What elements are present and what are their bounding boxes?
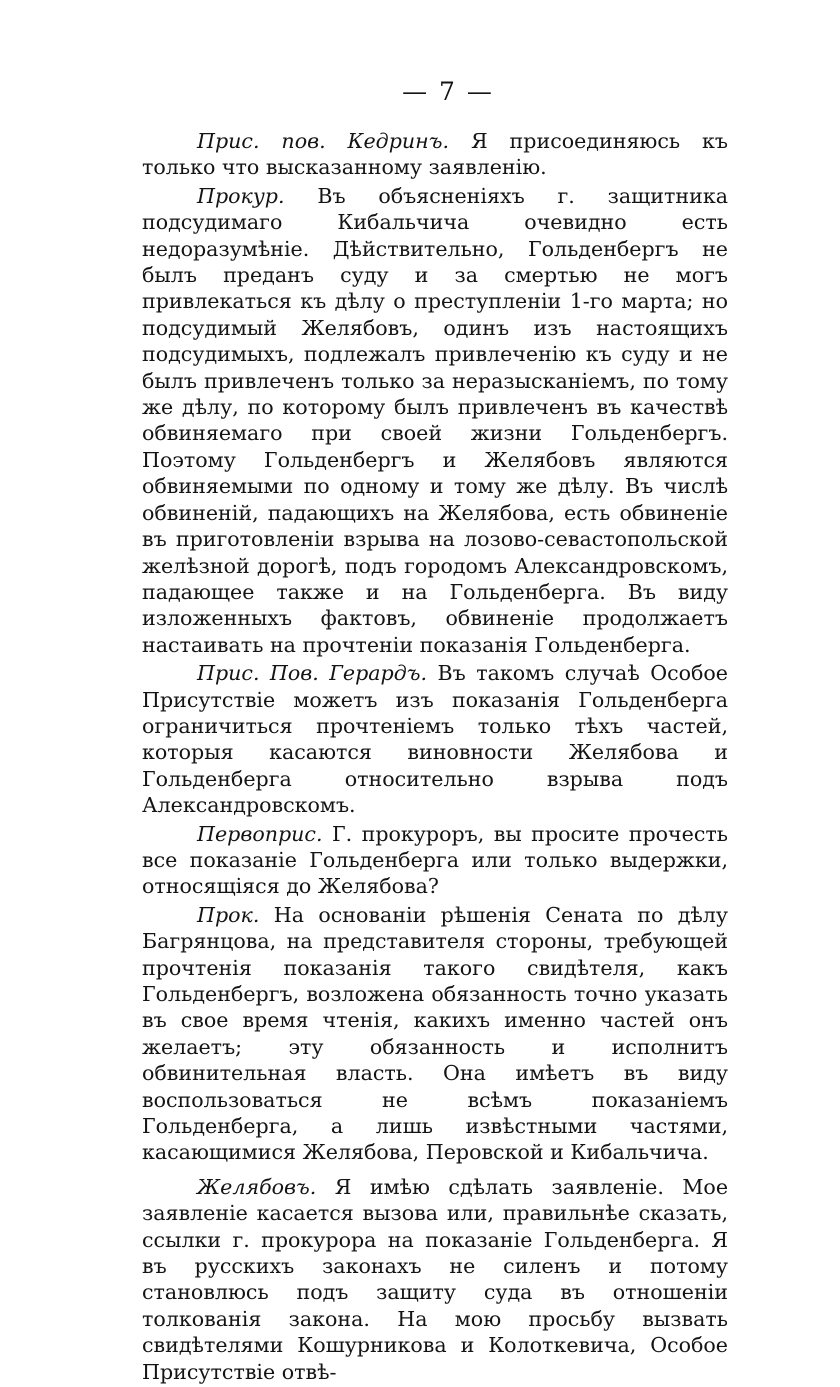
speaker-gerard: Прис. Пов. Герардъ.: [197, 661, 428, 686]
speaker-prosecutor: Прокур.: [197, 183, 285, 208]
paragraph-text: Я имѣю сдѣлать заявленіе. Мое заявленіе касается вызова или, правильнѣе сказать, ссылки г. прокурора на показаніе Гольденберга. Я въ русскихъ законахъ не силенъ и потому становлюсь подъ защиту суда въ отношеніи толкованія закона. На мою просьбу вызвать свидѣтелями Кошурникова и Колоткевича, Особое Присутствіе отвѣ-: [142, 1174, 729, 1384]
page-number: — 7 —: [402, 77, 494, 106]
paragraph-text: Въ объясненіяхъ г. защитника подсудимаго Кибальчича очевидно есть недоразумѣніе. Дѣйствительно, Гольденбергъ не былъ преданъ суду и за смертью не могъ привлекаться къ дѣлу о преступленіи 1-го марта; но подсудимый Желябовъ, одинъ изъ настоящихъ подсудимыхъ, подлежалъ привлеченію къ суду и не былъ привлеченъ только за неразысканіемъ, по тому же дѣлу, по которому былъ привлеченъ въ качествѣ обвиняемаго при своей жизни Гольденбергъ. Поэтому Гольденбергъ и Желябовъ являются обвиняемыми по одному и тому же дѣлу. Въ числѣ обвиненій, падающихъ на Желябова, есть обвиненіе въ приготовленіи взрыва на лозово-севастопольской желѣзной дорогѣ, подъ городомъ Александровскомъ, падающее также и на Гольденберга. Въ виду изложенныхъ фактовъ, обвиненіе продолжаетъ настаивать на прочтеніи показанія Гольденберга.: [142, 183, 728, 657]
paragraph-gerard: [142, 660, 728, 818]
speaker-kedrin: Прис. пов. Кедринъ.: [197, 129, 450, 153]
paragraph-zhelyabov: [142, 1174, 728, 1385]
paragraph-text: Въ такомъ случаѣ Особое Присутствіе можетъ изъ показанія Гольденберга ограничиться прочтеніемъ только тѣхъ частей, которыя касаются виновности Желябова и Гольденберга относительно взрыва подъ Александровскомъ.: [142, 661, 728, 818]
speaker-prosecutor: Прок.: [197, 902, 260, 927]
paragraph-kedrin: [142, 128, 728, 181]
document-page: [142, 72, 728, 1387]
paragraph-prosecutor-1: [142, 183, 728, 658]
speaker-presiding: Первоприс.: [197, 821, 323, 846]
paragraph-text: Г. прокуроръ, вы просите прочесть все показаніе Гольденберга или только выдержки, относящіяся до Желябова?: [142, 821, 728, 899]
speaker-zhelyabov: Желябовъ.: [197, 1174, 317, 1199]
paragraph-prosecutor-2: [142, 902, 728, 1166]
paragraph-text: На основаніи рѣшенія Сената по дѣлу Багрянцова, на представителя стороны, требующей прочтенія показанія такого свидѣтеля, какъ Гольденбергъ, возложена обязанность точно указать въ свое время чтенія, какихъ именно частей онъ желаетъ; эту обязанность и исполнитъ обвинительная власть. Она имѣетъ въ виду воспользоваться не всѣмъ показаніемъ Гольденберга, а лишь извѣстными частями, касающимися Желябова, Перовской и Кибальчича.: [142, 902, 728, 1165]
paragraph-presiding: [142, 821, 728, 900]
paragraph-text: Я присоединяюсь къ только что высказанному заявленію.: [142, 129, 729, 180]
